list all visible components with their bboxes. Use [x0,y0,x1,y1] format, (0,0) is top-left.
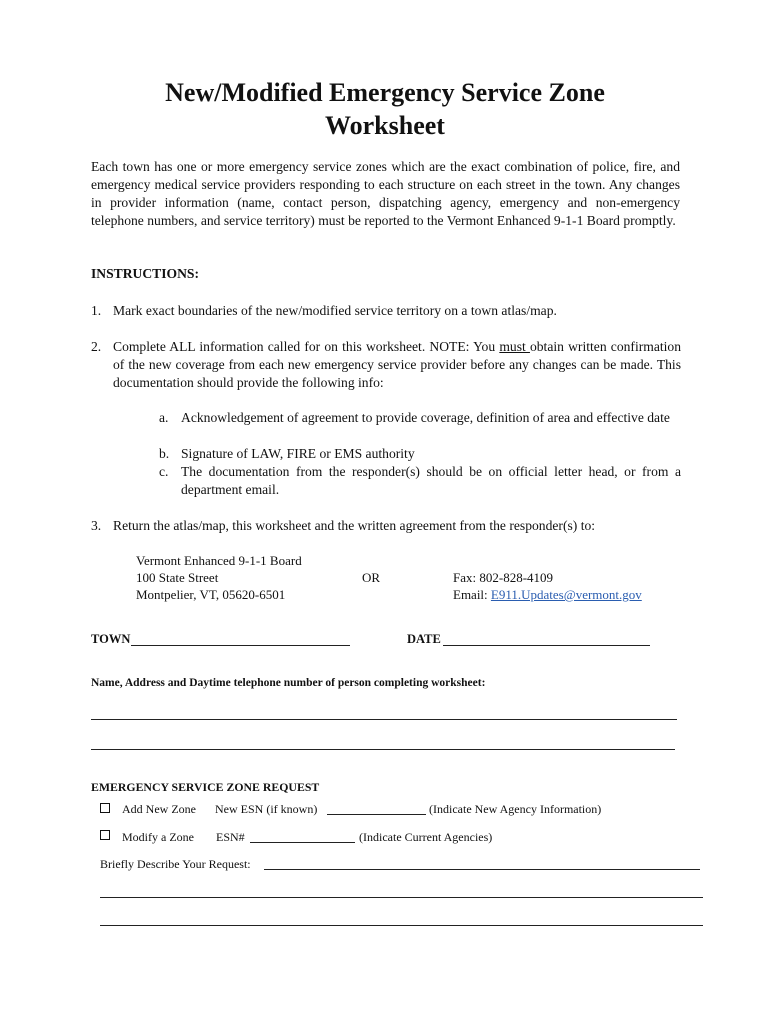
fax-number: Fax: 802-828-4109 [453,570,554,585]
instructions-heading: INSTRUCTIONS: [91,266,200,281]
address-line-2: 100 State Street [136,570,219,585]
person-info-label: Name, Address and Daytime telephone number of person completing worksheet: [91,677,486,689]
esn-field[interactable] [250,842,355,843]
date-label: DATE [407,632,441,646]
step-text: Mark exact boundaries of the new/modified service territory on a town atlas/map. [113,303,557,318]
modify-zone-label: Modify a Zone [122,830,194,844]
new-esn-field[interactable] [327,814,426,815]
add-new-zone-label: Add New Zone [122,802,196,816]
email-label: Email: [453,587,491,602]
modify-zone-checkbox[interactable] [100,830,110,840]
esn-label: ESN# [216,830,245,844]
subitem-text: Signature of LAW, FIRE or EMS authority [181,446,415,461]
step-text [113,338,681,392]
request-heading: EMERGENCY SERVICE ZONE REQUEST [91,780,320,794]
describe-request-field-3[interactable] [100,925,703,926]
new-esn-label: New ESN (if known) [215,802,318,816]
step-number: 1. [91,303,102,318]
step-number: 3. [91,518,102,533]
intro-paragraph: Each town has one or more emergency service zones which are the exact combination of police, fire, and emergency medical service providers responding to each structure on each street in the town. Any changes in provider information (name, contact person, dispatching agency, emergency and non-emergency telephone numbers, and service territory) must be reported to the Vermont Enhanced 9-1-1 Board promptly. [91,159,680,228]
describe-request-field-1[interactable] [264,869,700,870]
subitem-letter: c. [159,464,169,479]
subitem-letter: b. [159,446,170,461]
new-agency-note: (Indicate New Agency Information) [429,802,602,816]
email-contact [453,586,642,603]
or-separator: OR [362,570,381,585]
address-line-3: Montpelier, VT, 05620-6501 [136,587,286,602]
describe-request-label: Briefly Describe Your Request: [100,857,251,871]
title-line-1: New/Modified Emergency Service Zone [165,78,605,107]
step-text: Return the atlas/map, this worksheet and the written agreement from the responder(s) to: [113,518,596,533]
subitem-letter: a. [159,410,169,425]
town-field[interactable] [131,645,350,646]
step-text-before: Complete ALL information called for on this worksheet. NOTE: You [113,339,500,354]
step-number: 2. [91,339,102,354]
title-line-2: Worksheet [325,111,445,140]
date-field[interactable] [443,645,650,646]
describe-request-field-2[interactable] [100,897,703,898]
must-emphasis: must [499,339,530,354]
email-link[interactable]: E911.Updates@vermont.gov [490,587,642,602]
town-label: TOWN [91,632,131,646]
page-title [0,76,770,142]
step-text-after: obtain written confirmation of the new coverage from each new emergency service provider before any changes can be made. This documentation should provide the following info: [113,339,681,390]
subitem-text: The documentation from the responder(s) should be on official letter head, or from a department email. [181,464,681,497]
person-info-field-1[interactable] [91,719,677,720]
add-new-zone-checkbox[interactable] [100,803,110,813]
subitem-text: Acknowledgement of agreement to provide coverage, definition of area and effective date [181,410,670,425]
address-line-1: Vermont Enhanced 9-1-1 Board [136,553,302,568]
person-info-field-2[interactable] [91,749,675,750]
mailing-address [136,552,302,603]
fax-contact [453,569,642,603]
current-agencies-note: (Indicate Current Agencies) [359,830,493,844]
